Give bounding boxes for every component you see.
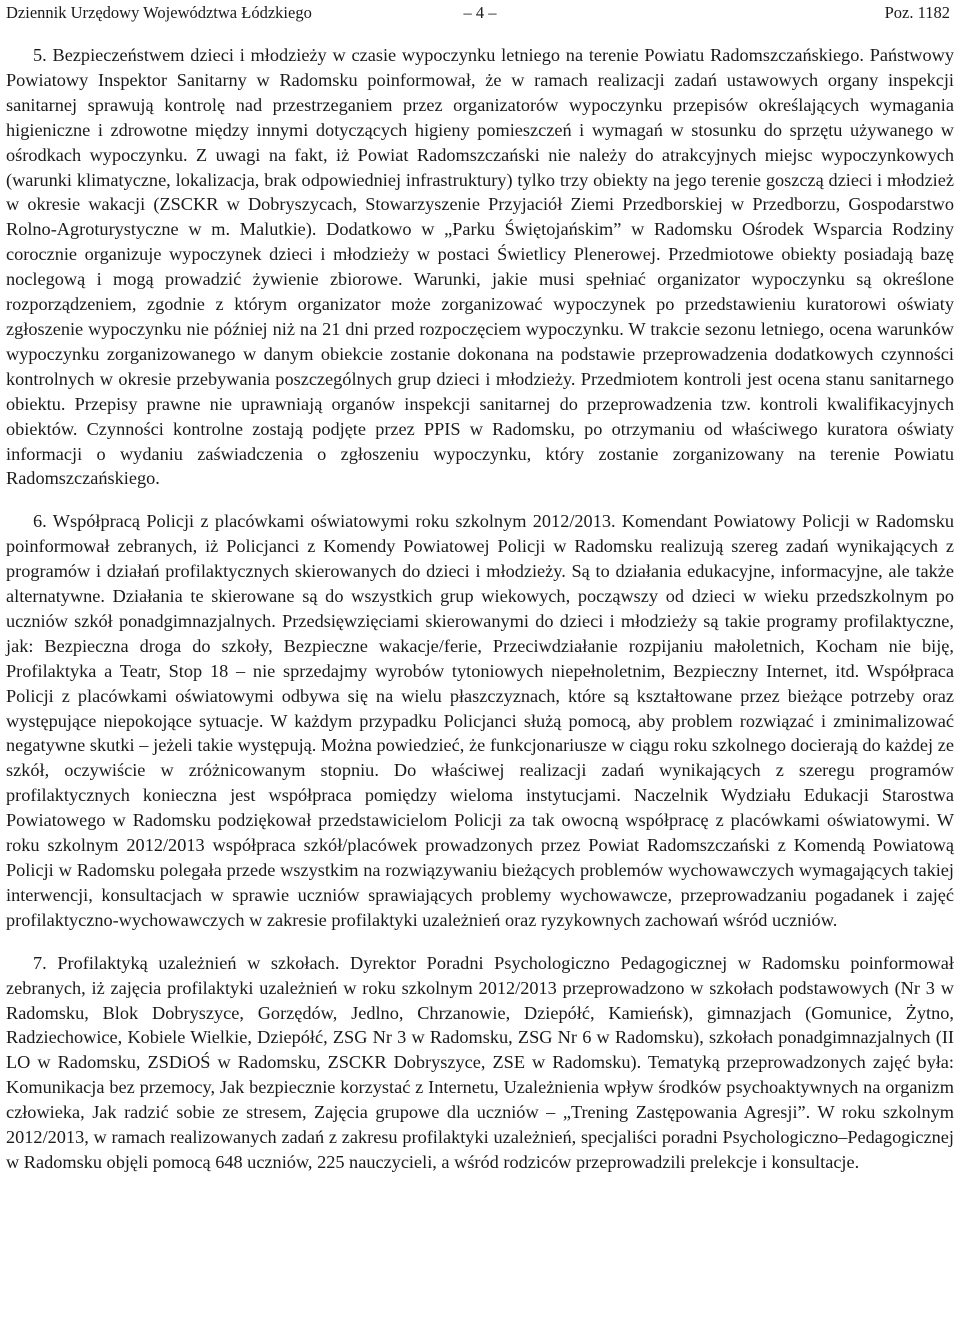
page-number: – 4 – [463, 3, 497, 22]
document-body [6, 43, 954, 1175]
page-header [6, 2, 954, 24]
section-5-paragraph: 5. Bezpieczeństwem dzieci i młodzieży w czasie wypoczynku letniego na terenie Powiatu Radomszczańskiego. Państwowy Powiatowy Inspektor Sanitarny w Radomsku poinformował, że w ramach realizacji zadań ustawowych organy inspekcji sanitarnej sprawują kontrolę nad przestrzeganiem przez organizatorów wypoczynku przepisów określających wymagania higieniczne i zdrowotne między innymi dotyczących higieny pomieszczeń i wymagań w stosunku do sprzętu używanego w ośrodkach wypoczynku. Z uwagi na fakt, iż Powiat Radomszczański nie należy do atrakcyjnych miejsc wypoczynkowych (warunki klimatyczne, lokalizacja, brak odpowiedniej infrastruktury) tylko trzy obiekty na jego terenie goszczą dzieci i młodzież w okresie wakacji (ZSCKR w Dobryszycach, Stowarzyszenie Przyjaciół Ziemi Przedborskiej w Przedborzu, Gospodarstwo Rolno-Agroturystyczne w m. Malutkie). Dodatkowo w „Parku Świętojańskim” w Radomsku Ośrodek Wsparcia Rodziny corocznie organizuje wypoczynek dzieci i młodzieży w postaci Świetlicy Plenerowej. Przedmiotowe obiekty posiadają bazę noclegową i mogą prowadzić żywienie zbiorowe. Warunki, jakie musi spełniać organizator wypoczynku są określone rozporządzeniem, zgodnie z którym organizator może zorganizować wypoczynek po przedstawieniu kuratorowi oświaty zgłoszenie wypoczynku nie później niż na 21 dni przed rozpoczęciem wypoczynku. W trakcie sezonu letniego, ocena warunków wypoczynku zorganizowanego w danym obiekcie zostanie dokonana na podstawie przeprowadzenia dodatkowych czynności kontrolnych w okresie przebywania poszczególnych grup dzieci i młodzieży. Przedmiotem kontroli jest ocena stanu sanitarnego obiektu. Przepisy prawne nie uprawniają organów inspekcji sanitarnej do przeprowadzenia tzw. kontroli kwalifikacyjnych obiektów. Czynności kontrolne zostają podjęte przez PPIS w Radomsku, po otrzymaniu od właściwego kuratora oświaty informacji o wydaniu zaświadczenia o zgłoszeniu wypoczynku, który zostanie zorganizowany na terenie Powiatu Radomszczańskiego. [6, 45, 954, 489]
section-6-paragraph: 6. Współpracą Policji z placówkami oświatowymi roku szkolnym 2012/2013. Komendant Powiatowy Policji w Radomsku poinformował zebranych, iż Policjanci z Komendy Powiatowej Policji w Radomsku realizują szereg zadań wynikających z programów i działań profilaktycznych skierowanych do dzieci i młodzieży. Są to działania edukacyjne, informacyjne, ale także alternatywne. Działania te skierowane są do wszystkich grup wiekowych, począwszy od dzieci w wieku przedszkolnym po uczniów szkół ponadgimnazjalnych. Przedsięwzięciami skierowanymi do dzieci i młodzieży są takie programy profilaktyczne, jak: Bezpieczna droga do szkoły, Bezpieczne wakacje/ferie, Przeciwdziałanie rozpijaniu małoletnich, Kocham nie biję, Profilaktyka a Teatr, Stop 18 – nie sprzedajmy wyrobów tytoniowych niepełnoletnim, Bezpieczny Internet, itd. Współpraca Policji z placówkami oświatowymi odbywa się na wielu płaszczyznach, które są kształtowane przez bieżące potrzeby oraz występujące niepokojące sytuacje. W każdym przypadku Policjanci służą pomocą, aby problem rozwiązać i zminimalizować negatywne skutki – jeżeli takie występują. Można powiedzieć, że funkcjonariusze w ciągu roku szkolnego docierają do każdej ze szkół, oczywiście w zróżnicowanym stopniu. Do właściwej realizacji zadań wynikających z szeregu programów profilaktycznych konieczna jest współpraca pomiędzy wieloma instytucjami. Naczelnik Wydziału Edukacji Starostwa Powiatowego w Radomsku podziękował przedstawicielom Policji za tak owocną współpracę z placówkami oświatowymi. W roku szkolnym 2012/2013 współpraca szkół/placówek prowadzonych przez Powiat Radomszczański z Komendą Powiatową Policji w Radomsku polegała przede wszystkim na rozwiązywaniu bieżących problemów wychowawczych wymagających takiej interwencji, konsultacjach w sprawie uczniów sprawiających problemy wychowawcze, przeprowadzaniu pogadanek i zajęć profilaktyczno-wychowawczych w zakresie profilaktyki uzależnień oraz ryzykownych zachowań wśród uczniów. [6, 511, 954, 930]
section-7-paragraph: 7. Profilaktyką uzależnień w szkołach. Dyrektor Poradni Psychologiczno Pedagogicznej w Radomsku poinformował zebranych, iż zajęcia profilaktyki uzależnień w roku szkolnym 2012/2013 przeprowadzono w szkołach podstawowych (Nr 3 w Radomsku, Blok Dobryszyce, Gorzędów, Jedlno, Chrzanowie, Dziepółć, Kamieńsk), gimnazjach (Gomunice, Żytno, Radziechowice, Kobiele Wielkie, Dziepółć, ZSG Nr 3 w Radomsku, ZSG Nr 6 w Radomsku), szkołach ponadgimnazjalnych (II LO w Radomsku, ZSDiOŚ w Radomsku, ZSCKR Dobryszyce, ZSE w Radomsku). Tematyką przeprowadzonych zajęć była: Komunikacja bez przemocy, Jak bezpiecznie korzystać z Internetu, Uzależnienia wpływ środków psychoaktywnych na organizm człowieka, Jak radzić sobie ze stresem, Zajęcia grupowe dla uczniów – „Trening Zastępowania Agresji”. W roku szkolnym 2012/2013, w ramach realizowanych zadań z zakresu profilaktyki uzależnień, specjaliści poradni Psychologiczno–Pedagogicznej w Radomsku objęli pomocą 648 uczniów, 225 nauczycieli, a wśród rodziców przeprowadzili prelekcje i konsultacje. [6, 952, 954, 1172]
journal-title: Dziennik Urzędowy Województwa Łódzkiego [6, 3, 312, 22]
position-number: Poz. 1182 [884, 3, 950, 22]
